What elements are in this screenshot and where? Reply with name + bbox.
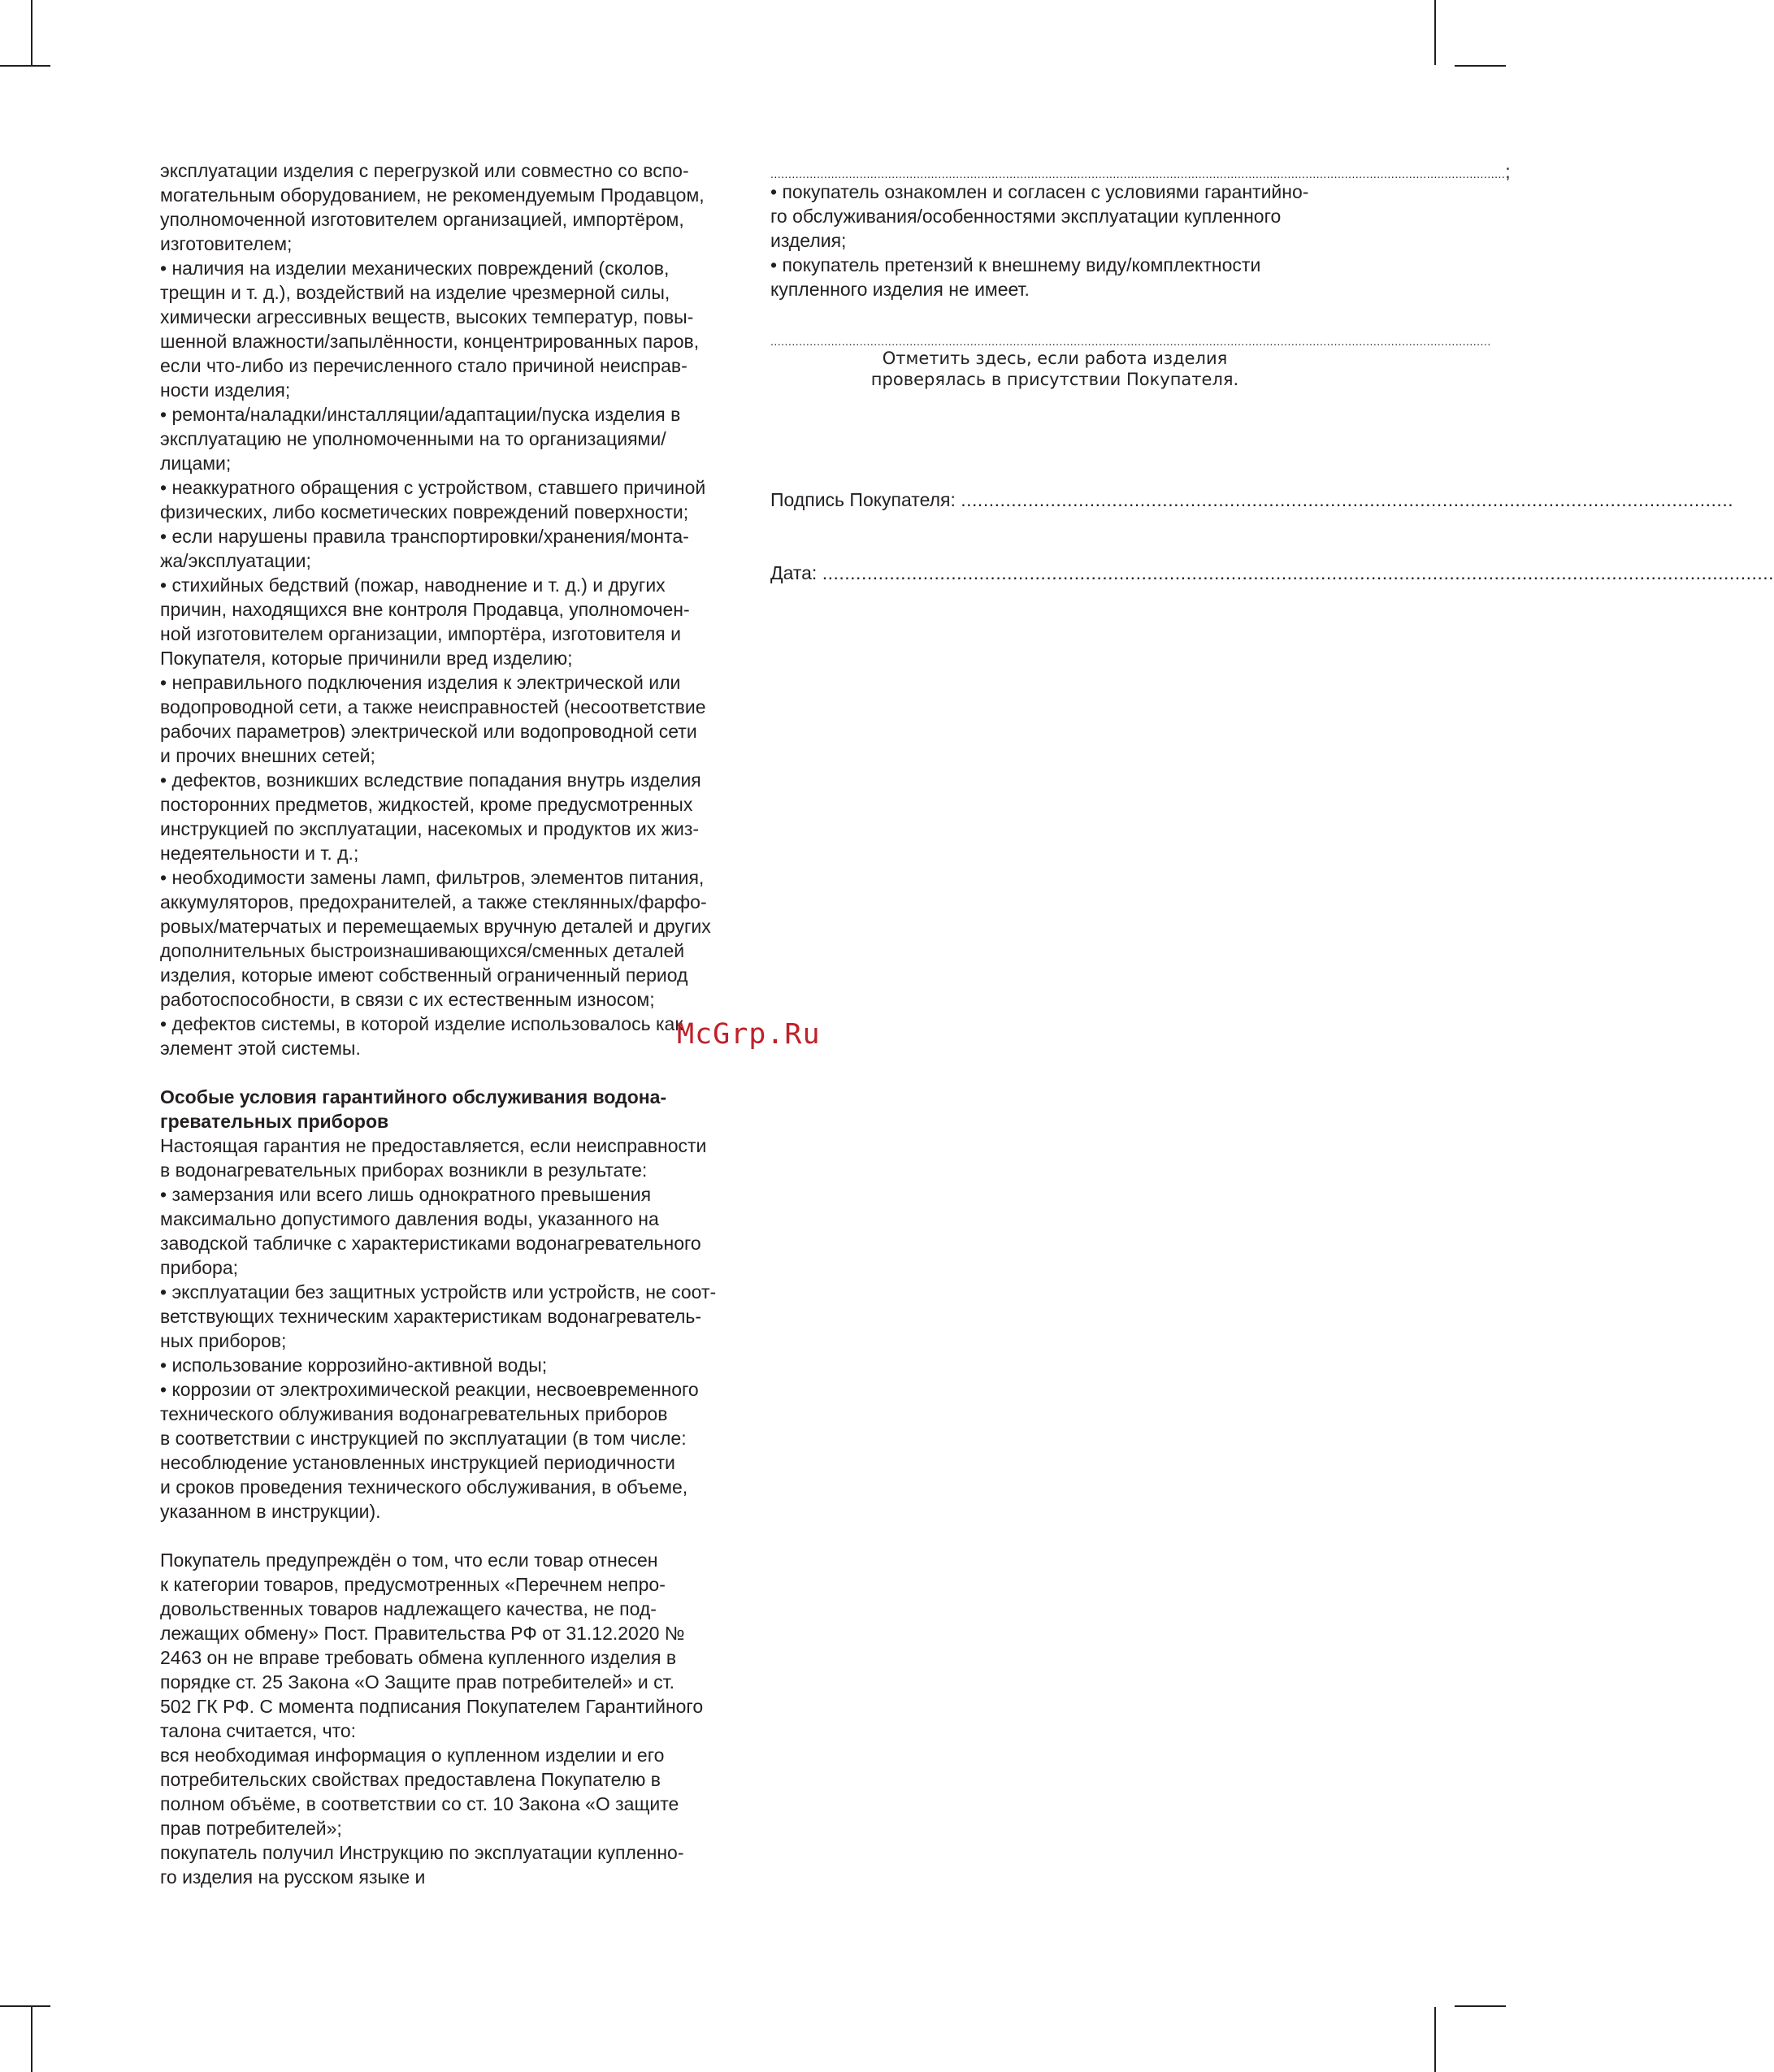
date-field[interactable]: .......................................................................................................................................................................... (822, 562, 1774, 583)
text-line: вся необходимая информация о купленном изделии и его (160, 1745, 665, 1766)
dotted-fill-line (770, 161, 1512, 182)
text-line: прав потребителей»; (160, 1818, 342, 1839)
text-line: ной изготовителем организации, импортёра, изготовителя и (160, 623, 681, 644)
text-line: • необходимости замены ламп, фильтров, элементов питания, (160, 867, 705, 888)
text-line: причин, находящихся вне контроля Продавца, уполномочен- (160, 599, 690, 620)
text-line: изготовителем; (160, 233, 293, 254)
text-line: элемент этой системы. (160, 1038, 361, 1059)
text-line: 502 ГК РФ. С момента подписания Покупателем Гарантийного (160, 1696, 704, 1717)
text-line: дополнительных быстроизнашивающихся/сменных деталей (160, 940, 685, 961)
text-line: 2463 он не вправе требовать обмена купленного изделия в (160, 1647, 677, 1668)
text-line: жа/эксплуатации; (160, 550, 311, 571)
buyer-notice (160, 1548, 739, 1889)
text-line: • дефектов, возникших вследствие попадания внутрь изделия (160, 769, 701, 791)
text-line: прибора; (160, 1257, 239, 1278)
text-line: трещин и т. д.), воздействий на изделие чрезмерной силы, (160, 282, 670, 303)
text-line: Покупатель предупреждён о том, что если товар отнесен (160, 1550, 658, 1571)
text-line: • неправильного подключения изделия к электрической или (160, 672, 681, 693)
text-line: рабочих параметров) электрической или водопроводной сети (160, 721, 697, 742)
crop-mark-bottom-right (1434, 2007, 1436, 2072)
crop-mark-bottom-left (31, 2007, 33, 2072)
text-line: и прочих внешних сетей; (160, 745, 375, 766)
text-line: если что-либо из перечисленного стало причиной неисправ- (160, 355, 687, 376)
text-line: ности изделия; (160, 379, 291, 401)
signature-row (770, 488, 1734, 512)
text-line: максимально допустимого давления воды, указанного на (160, 1208, 659, 1229)
text-line: • ремонта/наладки/инсталляции/адаптации/пуска изделия в (160, 404, 681, 425)
dotted-fill: .............................................................................................................................................................................................................. (770, 167, 1506, 180)
text-line: • покупатель ознакомлен и согласен с условиями гарантийно- (770, 181, 1309, 202)
crop-mark-bottom-left-h (0, 2005, 50, 2007)
text-line: в соответствии с инструкцией по эксплуатации (в том числе: (160, 1428, 687, 1449)
text-line: недеятельности и т. д.; (160, 843, 359, 864)
check-note-line-1: Отметить здесь, если работа изделия (882, 349, 1228, 368)
text-line: несоблюдение установленных инструкцией периодичности (160, 1452, 675, 1473)
exclusions-list (160, 158, 739, 1060)
text-line: посторонних предметов, жидкостей, кроме предусмотренных (160, 794, 693, 815)
text-line: Особые условия гарантийного обслуживания водона- (160, 1086, 667, 1108)
text-line: технического облуживания водонагревательных приборов (160, 1403, 668, 1424)
text-line: полном объёме, в соответствии со ст. 10 Закона «О защите (160, 1793, 679, 1814)
crop-mark-bottom-right-h (1455, 2005, 1506, 2007)
text-line: заводской табличке с характеристиками водонагревательного (160, 1233, 701, 1254)
text-line: в водонагревательных приборах возникли в результате: (160, 1160, 648, 1181)
text-line: эксплуатацию не уполномоченными на то организациями/ (160, 428, 666, 449)
text-line: гревательных приборов (160, 1111, 389, 1132)
text-line: изделия, которые имеют собственный ограниченный период (160, 964, 688, 986)
date-label: Дата: (770, 562, 818, 583)
text-line: • замерзания или всего лишь однократного превышения (160, 1184, 652, 1205)
text-line: • если нарушены правила транспортировки/хранения/монта- (160, 526, 689, 547)
text-line: • неаккуратного обращения с устройством, ставшего причиной (160, 477, 706, 498)
text-line: ветствующих техническим характеристикам водонагреватель- (160, 1306, 702, 1327)
text-line: • покупатель претензий к внешнему виду/комплектности (770, 254, 1261, 275)
right-column (770, 158, 1512, 301)
text-line: Настоящая гарантия не предоставляется, если неисправности (160, 1135, 707, 1156)
text-line: инструкцией по эксплуатации, насекомых и продуктов их жиз- (160, 818, 700, 839)
text-line: работоспособности, в связи с их естественным износом; (160, 989, 655, 1010)
text-line: ровых/матерчатых и перемещаемых вручную деталей и других (160, 916, 711, 937)
water-heater-heading (160, 1085, 739, 1134)
crop-mark-top-left-h (0, 65, 50, 67)
crop-mark-top-left (31, 0, 33, 65)
text-line: • эксплуатации без защитных устройств или устройств, не соот- (160, 1281, 717, 1303)
check-note-line-2: проверялась в присутствии Покупателя. (870, 370, 1239, 389)
text-line: указанном в инструкции). (160, 1501, 381, 1522)
text-line: Покупателя, которые причинили вред изделию; (160, 648, 573, 669)
crop-mark-top-right-h (1455, 65, 1506, 67)
check-note (852, 348, 1258, 390)
text-line: го изделия на русском языке и (160, 1866, 426, 1888)
dotted-line-end: ; (1505, 161, 1512, 182)
text-line: уполномоченной изготовителем организацией, импортёром, (160, 209, 684, 230)
text-line: • коррозии от электрохимической реакции, несвоевременного (160, 1379, 699, 1400)
text-line: • стихийных бедствий (пожар, наводнение и т. д.) и других (160, 574, 666, 596)
signature-label: Подпись Покупателя: (770, 489, 956, 510)
text-line: • использование коррозийно-активной воды; (160, 1355, 548, 1376)
text-line: порядке ст. 25 Закона «О Защите прав потребителей» и ст. (160, 1671, 674, 1693)
water-heater-conditions (160, 1134, 739, 1524)
text-line: эксплуатации изделия с перегрузкой или совместно со вспо- (160, 160, 689, 181)
check-mark-line: .......................................................................................................................................................................................................... (770, 335, 1491, 348)
text-line: покупатель получил Инструкцию по эксплуатации купленно- (160, 1842, 684, 1863)
text-line: аккумуляторов, предохранителей, а также стеклянных/фарфо- (160, 891, 707, 912)
text-line: потребительских свойствах предоставлена Покупателю в (160, 1769, 661, 1790)
text-line: химически агрессивных веществ, высоких температур, повы- (160, 306, 694, 327)
text-line: к категории товаров, предусмотренных «Перечнем непро- (160, 1574, 666, 1595)
crop-mark-top-right (1434, 0, 1436, 65)
text-line: • наличия на изделии механических повреждений (сколов, (160, 258, 670, 279)
text-line: лежащих обмену» Пост. Правительства РФ от 31.12.2020 № (160, 1623, 685, 1644)
signature-field[interactable]: .......................................................................................................................................... (961, 489, 1734, 510)
text-line: • дефектов системы, в которой изделие использовалось как (160, 1013, 683, 1034)
text-line: талона считается, что: (160, 1720, 357, 1741)
watermark: McGrp.Ru (677, 1018, 821, 1051)
text-line: лицами; (160, 453, 232, 474)
date-row (770, 561, 1774, 585)
left-column (160, 158, 739, 1889)
text-line: и сроков проведения технического обслуживания, в объеме, (160, 1476, 688, 1498)
text-line: довольственных товаров надлежащего качества, не под- (160, 1598, 657, 1619)
text-line: купленного изделия не имеет. (770, 279, 1030, 300)
text-line: го обслуживания/особенностями эксплуатации купленного (770, 206, 1282, 227)
text-line: изделия; (770, 230, 847, 251)
text-line: ных приборов; (160, 1330, 287, 1351)
text-line: водопроводной сети, а также неисправностей (несоответствие (160, 696, 706, 717)
buyer-acknowledgement-list (770, 180, 1343, 301)
text-line: физических, либо косметических повреждений поверхности; (160, 501, 689, 522)
text-line: могательным оборудованием, не рекомендуемым Продавцом, (160, 184, 705, 206)
text-line: шенной влажности/запылённости, концентрированных паров, (160, 331, 700, 352)
